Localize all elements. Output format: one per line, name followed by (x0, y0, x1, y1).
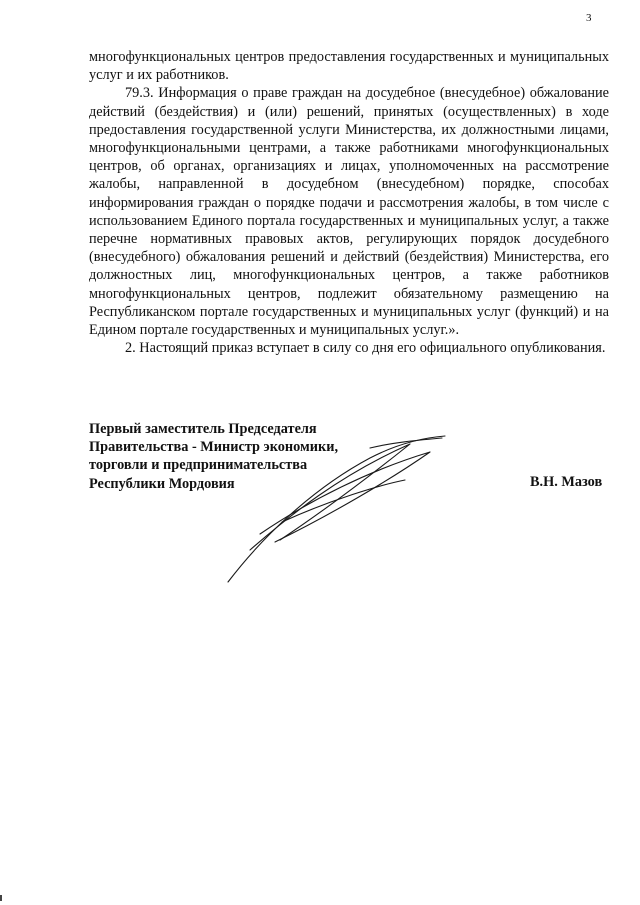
signatory-position-line: Правительства - Министр экономики, (89, 439, 339, 456)
paragraph-79-3: 79.3. Информация о праве граждан на досудебное (внесудебное) обжалование действий (бездействия) и (или) решений, принятых (осуществленных) в ходе предоставления государственной услуги Министерства, их должностными лицами, многофункциональными центрами, а также работниками многофункциональных центров, об органах, организациях и лицах, уполномоченных на рассмотрение жалобы, направленной в досудебном (внесудебном) порядке, способах информирования граждан о порядке подачи и рассмотрения жалобы, в том числе с использованием Единого портала государственных и муниципальных услуг, а также перечне нормативных правовых актов, регулирующих порядок досудебного (внесудебного) обжалования решений и действий (бездействия) Министерства, его должностных лиц, многофункциональных центров, а также работников многофункциональных центров, подлежит обязательному размещению на Республиканском портале государственных и муниципальных услуг (функций) и на Едином портале государственных и муниципальных услуг.». (89, 85, 609, 339)
handwritten-signature (220, 430, 460, 590)
scan-edge-mark (0, 895, 2, 901)
signatory-position-line: Республики Мордовия (89, 475, 235, 492)
signatory-name: В.Н. Мазов (530, 474, 603, 490)
signatory-position-line: Первый заместитель Председателя (89, 421, 317, 437)
document-body (89, 48, 609, 357)
page-number: 3 (586, 12, 592, 24)
signatory-position-line: торговли и предпринимательства (89, 457, 308, 474)
paragraph-continued: многофункциональных центров предоставления государственных и муниципальных услуг и их работников. (89, 49, 609, 84)
paragraph-2: 2. Настоящий приказ вступает в силу со дня его официального опубликования. (125, 340, 606, 357)
